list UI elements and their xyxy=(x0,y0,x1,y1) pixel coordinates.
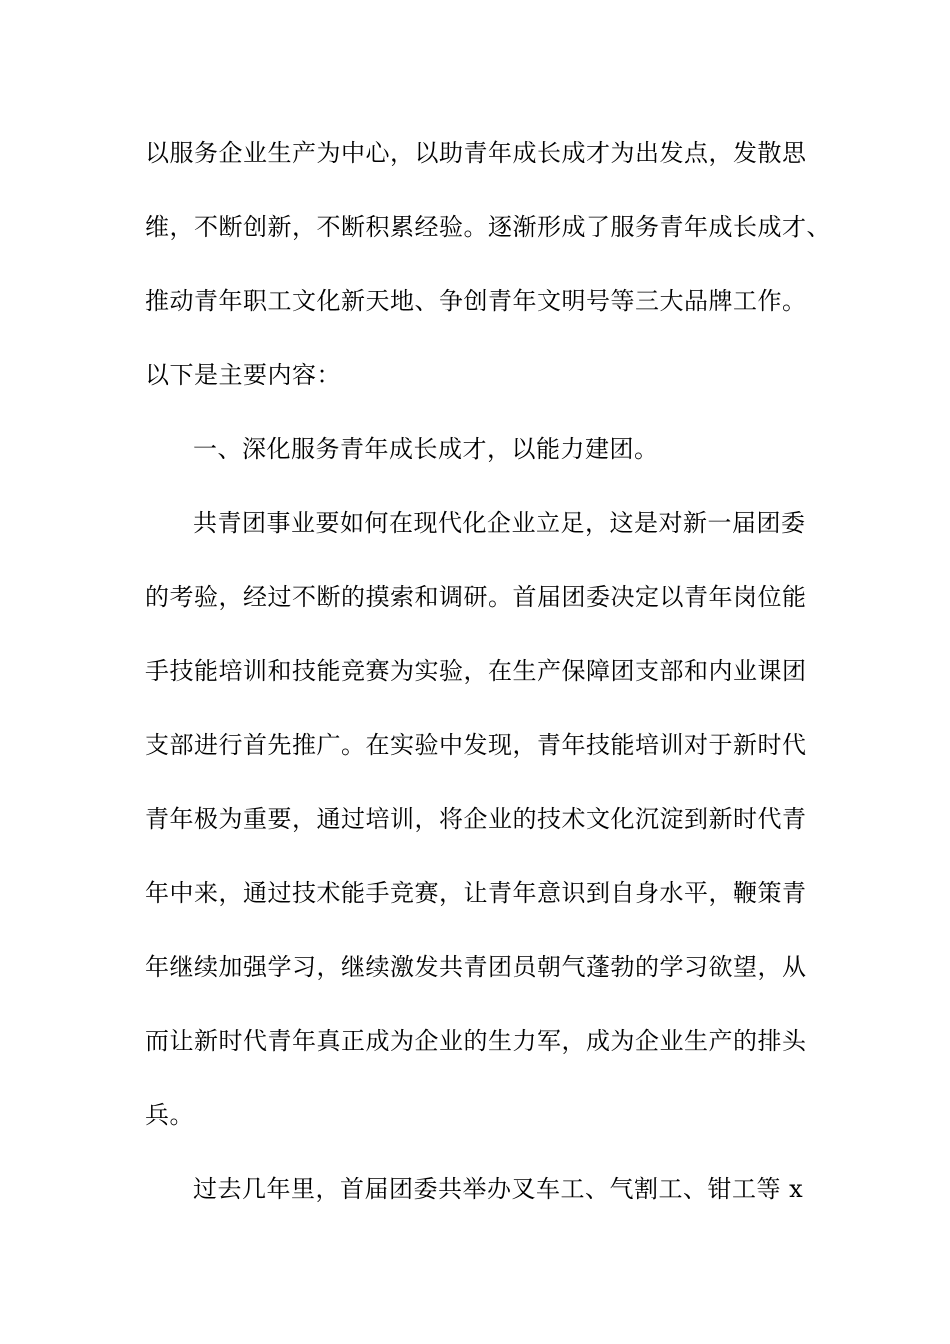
text-line-12: 年继续加强学习，继续激发共青团员朝气蓬勃的学习欲望，从 xyxy=(145,953,807,981)
text-line-1: 以服务企业生产为中心，以助青年成长成才为出发点，发散思 xyxy=(145,139,807,167)
text-line-15: 过去几年里，首届团委共举办叉车工、气割工、钳工等 x xyxy=(193,1175,804,1203)
text-line-13: 而让新时代青年真正成为企业的生力军，成为企业生产的排头 xyxy=(145,1027,807,1055)
text-line-14: 兵。 xyxy=(145,1101,194,1129)
text-line-7: 的考验，经过不断的摸索和调研。首届团委决定以青年岗位能 xyxy=(145,583,807,611)
text-line-3: 推动青年职工文化新天地、争创青年文明号等三大品牌工作。 xyxy=(145,287,807,315)
text-line-9: 支部进行首先推广。在实验中发现，青年技能培训对于新时代 xyxy=(145,731,807,759)
text-line-6: 共青团事业要如何在现代化企业立足，这是对新一届团委 xyxy=(193,509,806,537)
text-line-4: 以下是主要内容： xyxy=(145,361,341,389)
text-line-11: 年中来，通过技术能手竞赛，让青年意识到自身水平，鞭策青 xyxy=(145,879,807,907)
section-heading: 一、深化服务青年成长成才，以能力建团。 xyxy=(193,435,659,463)
text-line-10: 青年极为重要，通过培训，将企业的技术文化沉淀到新时代青 xyxy=(145,805,807,833)
text-line-8: 手技能培训和技能竞赛为实验，在生产保障团支部和内业课团 xyxy=(145,657,807,685)
text-line-2: 维，不断创新，不断积累经验。逐渐形成了服务青年成长成才、 xyxy=(145,213,831,241)
